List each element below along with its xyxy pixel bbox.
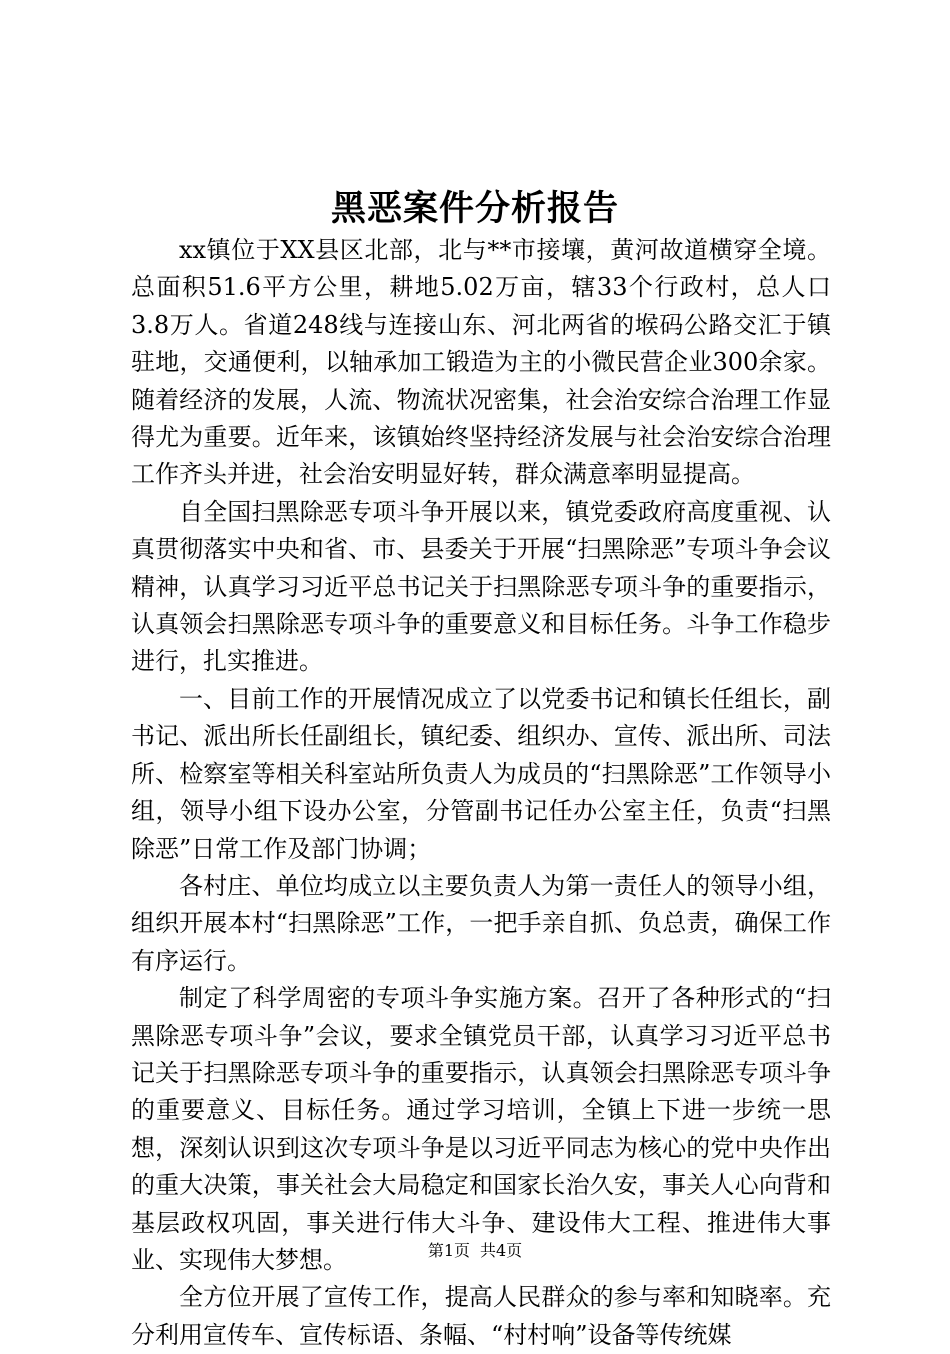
- paragraph: 自全国扫黑除恶专项斗争开展以来，镇党委政府高度重视、认真贯彻落实中央和省、市、县委关于开展“扫黑除恶”专项斗争会议精神，认真学习习近平总书记关于扫黑除恶专项斗争的重要指示，认真领会扫黑除恶专项斗争的重要意义和目标任务。斗争工作稳步进行，扎实推进。: [131, 497, 831, 676]
- document-title: 黑恶案件分析报告: [330, 188, 619, 229]
- paragraph: 各村庄、单位均成立以主要负责人为第一责任人的领导小组，组织开展本村“扫黑除恶”工作，一把手亲自抓、负总责，确保工作有序运行。: [131, 871, 831, 975]
- paragraph: xx镇位于XX县区北部，北与**市接壤，黄河故道横穿全境。总面积51.6平方公里，耕地5.02万亩，辖33个行政村，总人口3.8万人。省道248线与连接山东、河北两省的堠码公路交汇于镇驻地，交通便利，以轴承加工锻造为主的小微民营企业300余家。随着经济的发展，人流、物流状况密集，社会治安综合治理工作显得尤为重要。近年来，该镇始终坚持经济发展与社会治安综合治理工作齐头并进，社会治安明显好转，群众满意率明显提高。: [131, 236, 831, 489]
- paragraph: 制定了科学周密的专项斗争实施方案。召开了各种形式的“扫黑除恶专项斗争”会议，要求全镇党员干部，认真学习习近平总书记关于扫黑除恶专项斗争的重要指示，认真领会扫黑除恶专项斗争的重要意义、目标任务。通过学习培训，全镇上下进一步统一思想，深刻认识到这次专项斗争是以习近平同志为核心的党中央作出的重大决策，事关社会大局稳定和国家长治久安，事关人心向背和基层政权巩固，事关进行伟大斗争、建设伟大工程、推进伟大事业、实现伟大梦想。: [131, 984, 831, 1274]
- page-footer: [0, 1240, 950, 1262]
- page-number: 第1页: [427, 1241, 470, 1260]
- paragraph: 一、目前工作的开展情况成立了以党委书记和镇长任组长，副书记、派出所长任副组长，镇纪委、组织办、宣传、派出所、司法所、检察室等相关科室站所负责人为成员的“扫黑除恶”工作领导小组，领导小组下设办公室，分管副书记任办公室主任，负责“扫黑除恶”日常工作及部门协调；: [131, 684, 831, 863]
- document-body: [131, 232, 831, 1354]
- page-total: 共4页: [480, 1241, 523, 1260]
- paragraph: 全方位开展了宣传工作，提高人民群众的参与率和知晓率。充分利用宣传车、宣传标语、条幅、“村村响”设备等传统媒: [131, 1283, 831, 1349]
